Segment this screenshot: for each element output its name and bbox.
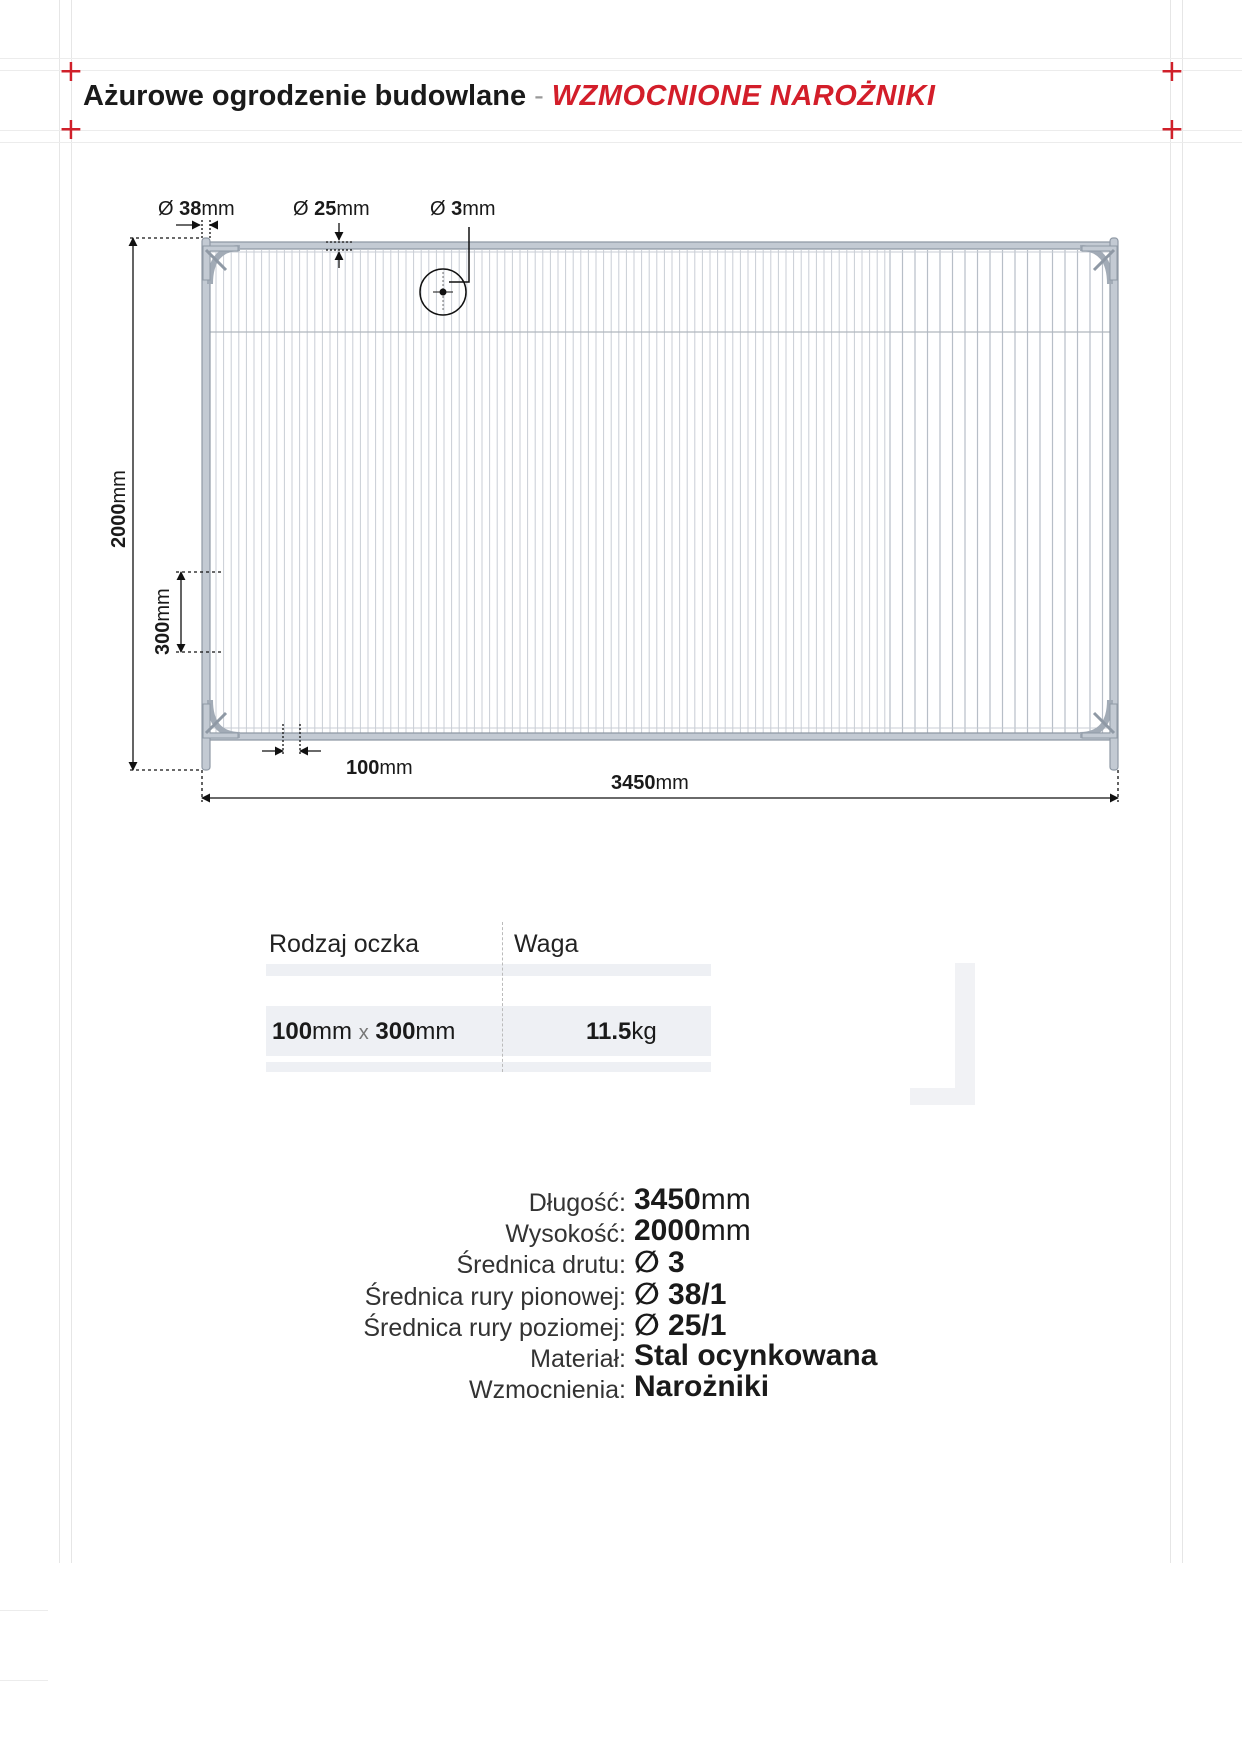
table-column-divider	[502, 922, 503, 1072]
table-band	[266, 964, 711, 976]
crop-mark-icon: +	[58, 112, 84, 147]
dimension-lines	[130, 220, 1118, 802]
spec-row	[0, 1247, 1242, 1278]
corner-bend-top-right	[1080, 248, 1110, 284]
spec-label: Średnica rury pionowej:	[364, 1282, 626, 1311]
mesh-wires-right	[890, 250, 1103, 733]
mesh-wires	[216, 250, 885, 733]
corner-bend-top-left	[210, 248, 240, 284]
reinforcement-bottom-left	[203, 704, 238, 738]
spec-row	[0, 1310, 1242, 1341]
fence-frame	[202, 238, 1118, 770]
table-cell-weight: 11.5kg	[586, 1018, 657, 1045]
dim-wire: Ø 3mm	[430, 198, 496, 220]
spec-label: Średnica rury poziomej:	[363, 1313, 626, 1342]
spec-label: Średnica drutu:	[456, 1251, 626, 1280]
dim-vertical-pipe: Ø 38mm	[158, 198, 235, 220]
spec-value: ∅ 25/1	[634, 1308, 727, 1342]
decorative-bracket	[910, 1088, 975, 1105]
reinforcement-bottom-right	[1082, 704, 1117, 738]
crop-mark-icon: +	[1159, 112, 1185, 147]
spec-row	[0, 1372, 1242, 1403]
bottom-rail-pipe	[207, 733, 1111, 740]
spec-label: Materiał:	[530, 1345, 626, 1373]
corner-bend-bottom-right	[1080, 700, 1110, 735]
spec-value: Stal ocynkowana	[634, 1339, 878, 1372]
spec-value: 2000mm	[634, 1214, 751, 1248]
page-title-main: Ażurowe ogrodzenie budowlane	[83, 80, 527, 112]
crop-mark-icon: +	[1159, 54, 1185, 89]
dim-mesh-height: 300mm	[152, 588, 174, 655]
spec-value: ∅ 3	[634, 1246, 685, 1280]
spec-label: Wzmocnienia:	[469, 1376, 626, 1405]
dim-mesh-width: 100mm	[346, 757, 413, 779]
spec-row	[0, 1279, 1242, 1310]
top-rail-pipe	[207, 242, 1111, 249]
right-post-pipe	[1110, 238, 1118, 770]
spec-row	[0, 1216, 1242, 1247]
guide-line-bottom-2	[0, 1680, 48, 1681]
corner-bend-bottom-left	[210, 700, 240, 735]
spec-value: Narożniki	[634, 1370, 770, 1404]
page-title-separator: -	[534, 80, 544, 112]
table-header-mesh-type: Rodzaj oczka	[269, 930, 420, 958]
spec-label: Wysokość:	[505, 1220, 626, 1249]
table-header-weight: Waga	[514, 930, 579, 958]
spec-row	[0, 1341, 1242, 1372]
spec-value: 3450mm	[634, 1183, 751, 1216]
guide-line-bottom	[0, 1610, 48, 1611]
corner-reinforcements	[203, 246, 1117, 738]
table-cell-mesh-size: 100mm x 300mm	[272, 1018, 456, 1045]
page-title-accent: WZMOCNIONE NAROŻNIKI	[551, 80, 936, 112]
crop-mark-icon: +	[58, 54, 84, 89]
dim-horizontal-pipe: Ø 25mm	[293, 198, 370, 220]
spec-row	[0, 1185, 1242, 1216]
fence-technical-drawing	[0, 0, 1242, 820]
dim-length: 3450mm	[611, 772, 689, 794]
dim-height: 2000mm	[108, 470, 130, 548]
table-band	[266, 1062, 711, 1072]
spec-label: Długość:	[528, 1189, 626, 1217]
decorative-bracket	[955, 963, 975, 1105]
spec-value: ∅ 38/1	[634, 1277, 727, 1311]
left-post-pipe	[202, 238, 210, 770]
